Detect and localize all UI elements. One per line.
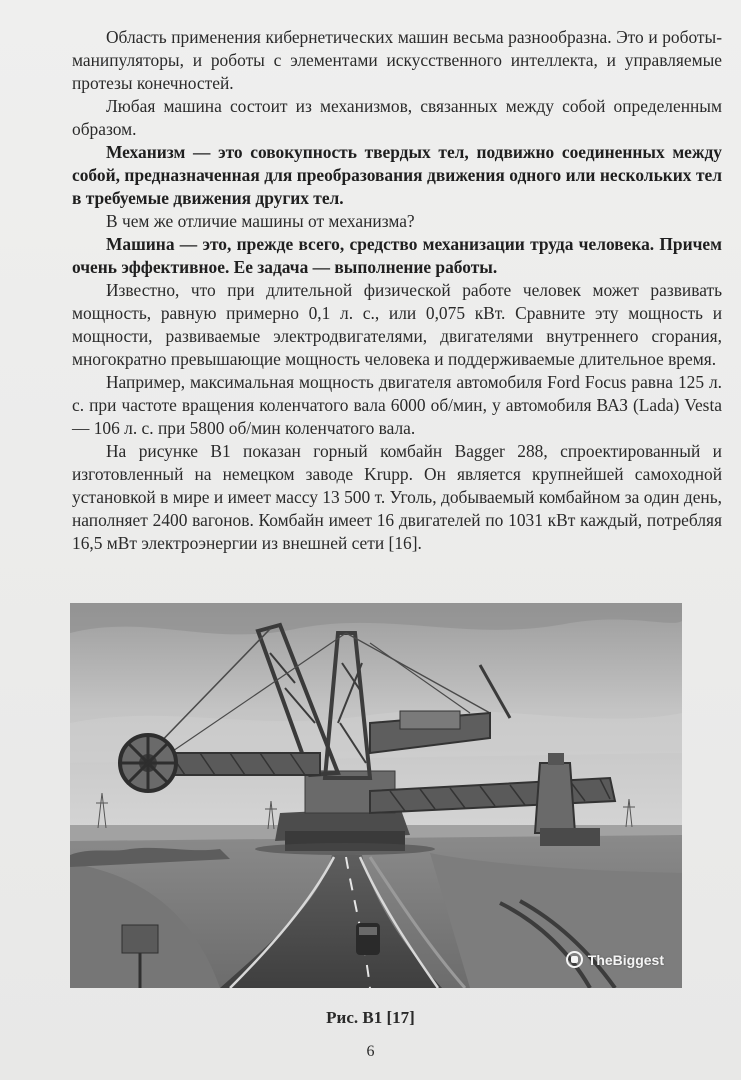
- paragraph: Например, максимальная мощность двигателя автомобиля Ford Focus равна 125 л. с. при частоте вращения коленчатого вала 6000 об/мин, у автомобиля ВАЗ (Lada) Vesta — 106 л. с. при 5800 об/мин коленчатого вала.: [72, 372, 722, 438]
- paragraph: В чем же отличие машины от механизма?: [106, 211, 415, 231]
- thebiggest-watermark: [566, 951, 664, 968]
- paragraph: Область применения кибернетических машин весьма разнообразна. Это и роботы-манипуляторы, и роботы с элементами искусственного интеллекта, и управляемые протезы конечностей.: [72, 27, 722, 93]
- figure-bagger-288-photo: [70, 603, 682, 988]
- watermark-text: TheBiggest: [587, 951, 664, 968]
- definition-mechanism: Механизм — это совокупность твердых тел, подвижно соединенных между собой, предназначенная для преобразования движения одного или нескольких тел в требуемые движения других тел.: [72, 142, 722, 208]
- body-text: [72, 26, 722, 555]
- thebiggest-logo-icon: [566, 951, 583, 968]
- definition-machine: Машина — это, прежде всего, средство механизации труда человека. Причем очень эффективное. Ее задача — выполнение работы.: [72, 234, 722, 277]
- paragraph: Любая машина состоит из механизмов, связанных между собой определенным образом.: [72, 96, 722, 139]
- paragraph: На рисунке В1 показан горный комбайн Bagger 288, спроектированный и изготовленный на немецком заводе Krupp. Он является крупнейшей самоходной установкой в мире и имеет массу 13 500 т. Уголь, добываемый комбайном за один день, наполняет 2400 вагонов. Комбайн имеет 16 двигателей по 1031 кВт каждый, потребляя 16,5 мВт электроэнергии из внешней сети [16].: [72, 441, 722, 553]
- paragraph: Известно, что при длительной физической работе человек может развивать мощность, равную примерно 0,1 л. с., или 0,075 кВт. Сравните эту мощность и мощности, развиваемые электродвигателями, двигателями внутреннего сгорания, многократно превышающие мощность человека и поддерживаемые длительное время.: [72, 280, 722, 369]
- page-number: 6: [366, 1043, 375, 1060]
- figure-caption: Рис. В1 [17]: [326, 1008, 415, 1027]
